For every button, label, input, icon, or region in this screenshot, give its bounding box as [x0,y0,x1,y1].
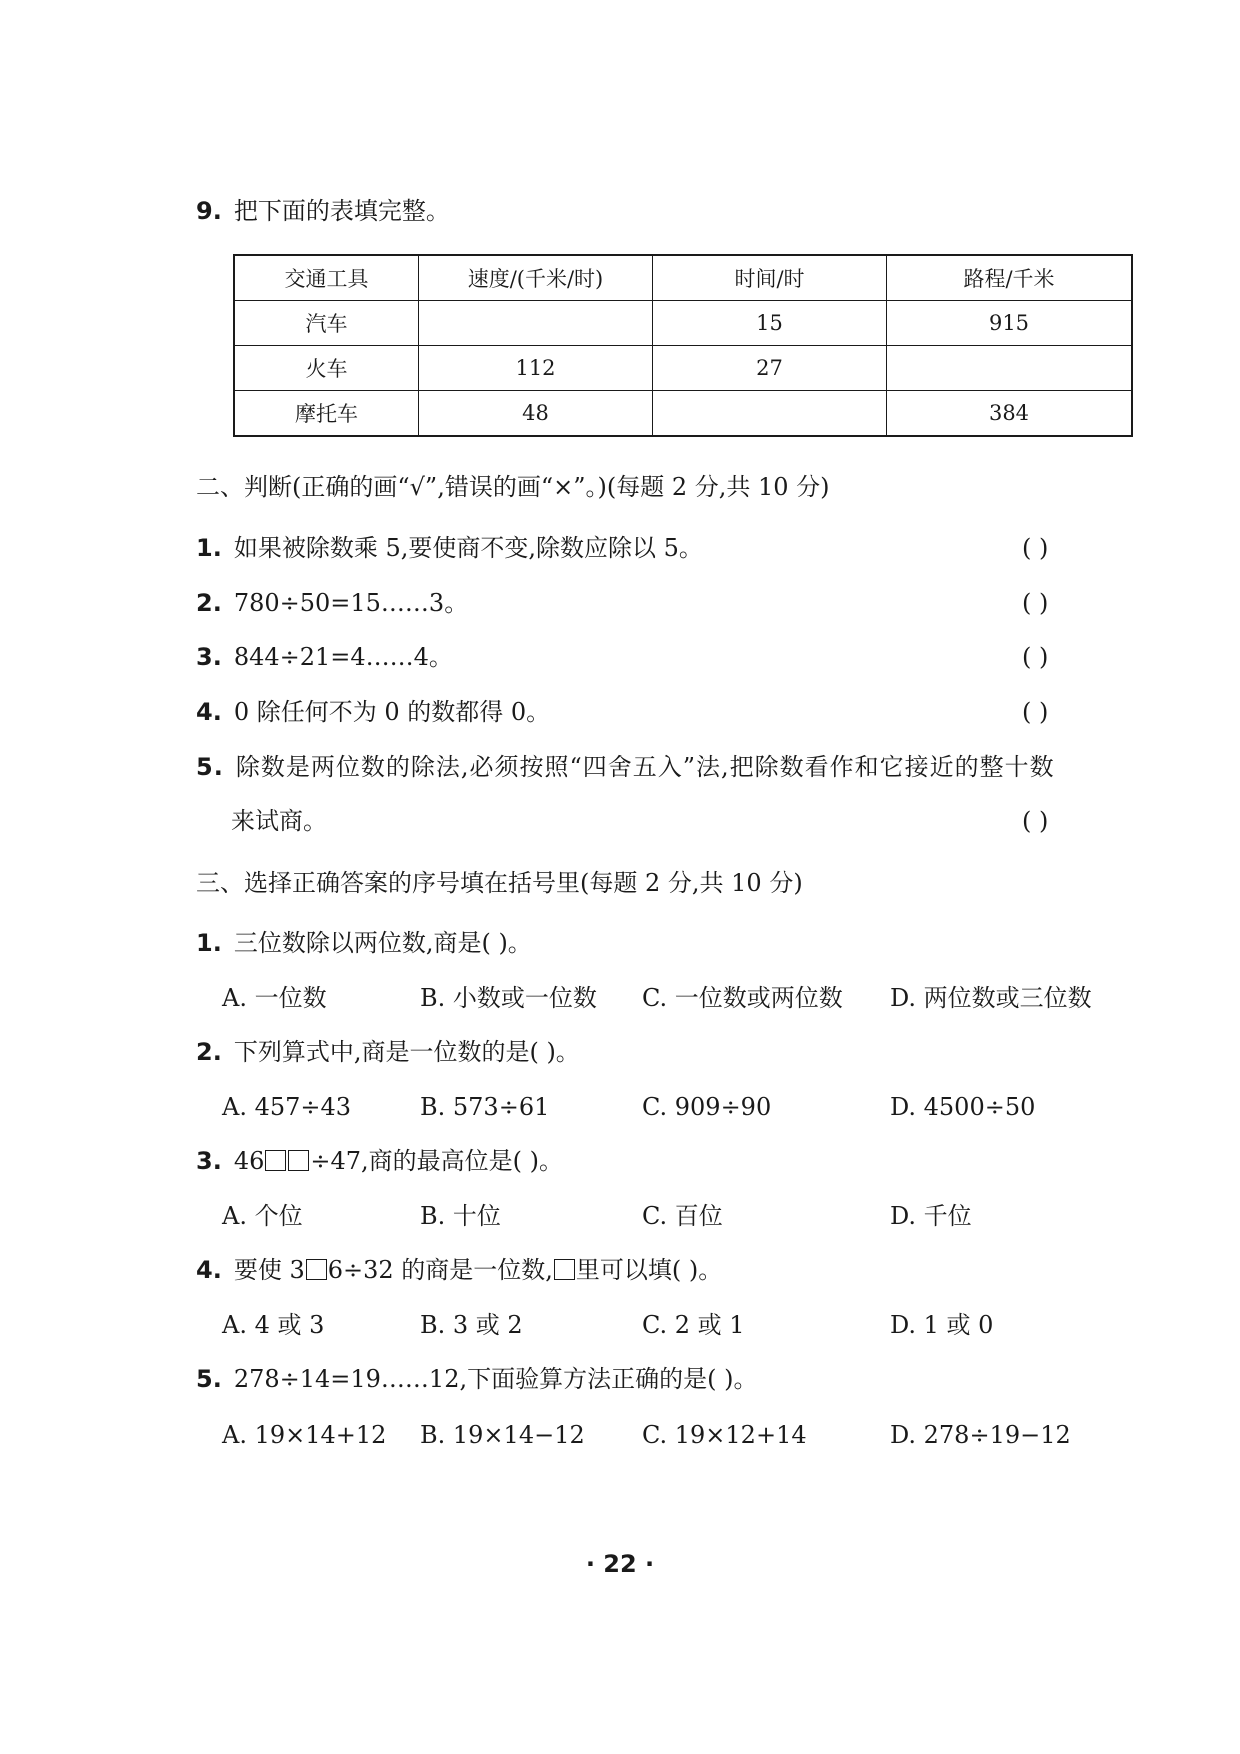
question-text: 278÷14=19……12,下面验算方法正确的是( )。 [233,1365,758,1393]
question-text: 除数是两位数的除法,必须按照“四舍五入”法,把除数看作和它接近的整十数 [235,753,1055,781]
table-header: 速度/(千米/时) [419,255,653,301]
option-d: D. 千位 [890,1202,972,1230]
judge-item-3 [196,642,453,672]
answer-blank[interactable]: ( ) [1022,589,1049,617]
question-text: 把下面的表填完整。 [233,197,450,225]
choice-question-1 [196,928,532,958]
blank-box [288,1150,309,1171]
question-text: 844÷21=4……4。 [233,643,453,671]
judge-item-2 [196,588,468,618]
option-d: D. 1 或 0 [890,1311,994,1339]
option-a: A. 19×14+12 [222,1421,387,1449]
section-3-title: 三、选择正确答案的序号填在括号里(每题 2 分,共 10 分) [196,869,803,897]
question-number: 1. [196,534,222,562]
question-number: 3. [196,1147,222,1175]
option-c: C. 2 或 1 [642,1311,745,1339]
page-number: · 22 · [585,1550,655,1578]
question-number: 4. [196,1256,222,1284]
blank-box [265,1150,286,1171]
question-number: 4. [196,698,222,726]
speed-table [233,254,1133,437]
blank-box [306,1259,327,1280]
question-9 [196,196,450,226]
question-text: 780÷50=15……3。 [233,589,469,617]
blank-box [554,1259,575,1280]
question-number: 2. [196,589,222,617]
option-a: A. 一位数 [222,984,327,1012]
answer-blank[interactable]: ( ) [1022,534,1049,562]
question-text-post: ÷47,商的最高位是( )。 [310,1147,564,1175]
answer-blank[interactable]: ( ) [1022,698,1049,726]
question-text: 如果被除数乘 5,要使商不变,除数应除以 5。 [233,534,703,562]
table-cell [419,301,653,346]
option-c: C. 909÷90 [642,1093,772,1121]
table-cell: 15 [653,301,887,346]
option-b: B. 十位 [420,1202,501,1230]
option-a: A. 个位 [222,1202,303,1230]
question-text-mid: 6÷32 的商是一位数, [327,1256,553,1284]
judge-item-5 [196,752,1055,782]
option-d: D. 4500÷50 [890,1093,1036,1121]
table-row [234,301,1132,346]
choice-question-3 [196,1146,563,1176]
table-row [234,346,1132,391]
option-d: D. 两位数或三位数 [890,984,1092,1012]
table-cell: 384 [887,391,1133,437]
table-cell: 27 [653,346,887,391]
question-text-post: 里可以填( )。 [575,1256,723,1284]
choice-question-5 [196,1364,757,1394]
option-c: C. 一位数或两位数 [642,984,843,1012]
answer-blank[interactable]: ( ) [1022,807,1049,835]
option-a: A. 4 或 3 [222,1311,325,1339]
table-header: 交通工具 [234,255,419,301]
judge-item-4 [196,697,550,727]
question-text-pre: 要使 3 [233,1256,305,1284]
question-text: 0 除任何不为 0 的数都得 0。 [233,698,551,726]
table-cell: 112 [419,346,653,391]
judge-item-5-continued: 来试商。 [231,807,327,835]
answer-blank[interactable]: ( ) [1022,643,1049,671]
option-b: B. 573÷61 [420,1093,550,1121]
section-2-title: 二、判断(正确的画“√”,错误的画“×”。)(每题 2 分,共 10 分) [196,473,830,501]
table-cell: 汽车 [234,301,419,346]
question-number: 2. [196,1038,222,1066]
table-row [234,391,1132,437]
question-number: 5. [196,753,224,781]
option-b: B. 19×14−12 [420,1421,585,1449]
question-number: 5. [196,1365,222,1393]
question-text: 三位数除以两位数,商是( )。 [233,929,532,957]
option-d: D. 278÷19−12 [890,1421,1071,1449]
table-header: 时间/时 [653,255,887,301]
question-number: 3. [196,643,222,671]
table-cell [887,346,1133,391]
option-a: A. 457÷43 [222,1093,352,1121]
table-cell: 48 [419,391,653,437]
table-header: 路程/千米 [887,255,1133,301]
table-header-row [234,255,1132,301]
table-cell: 915 [887,301,1133,346]
choice-question-4 [196,1255,722,1285]
question-number: 1. [196,929,222,957]
option-b: B. 小数或一位数 [420,984,597,1012]
question-text-pre: 46 [233,1147,265,1175]
judge-item-1 [196,533,703,563]
table-cell: 摩托车 [234,391,419,437]
choice-question-2 [196,1037,580,1067]
option-c: C. 19×12+14 [642,1421,807,1449]
option-b: B. 3 或 2 [420,1311,523,1339]
table-cell [653,391,887,437]
option-c: C. 百位 [642,1202,723,1230]
question-text: 下列算式中,商是一位数的是( )。 [233,1038,580,1066]
question-number: 9. [196,197,222,225]
table-cell: 火车 [234,346,419,391]
